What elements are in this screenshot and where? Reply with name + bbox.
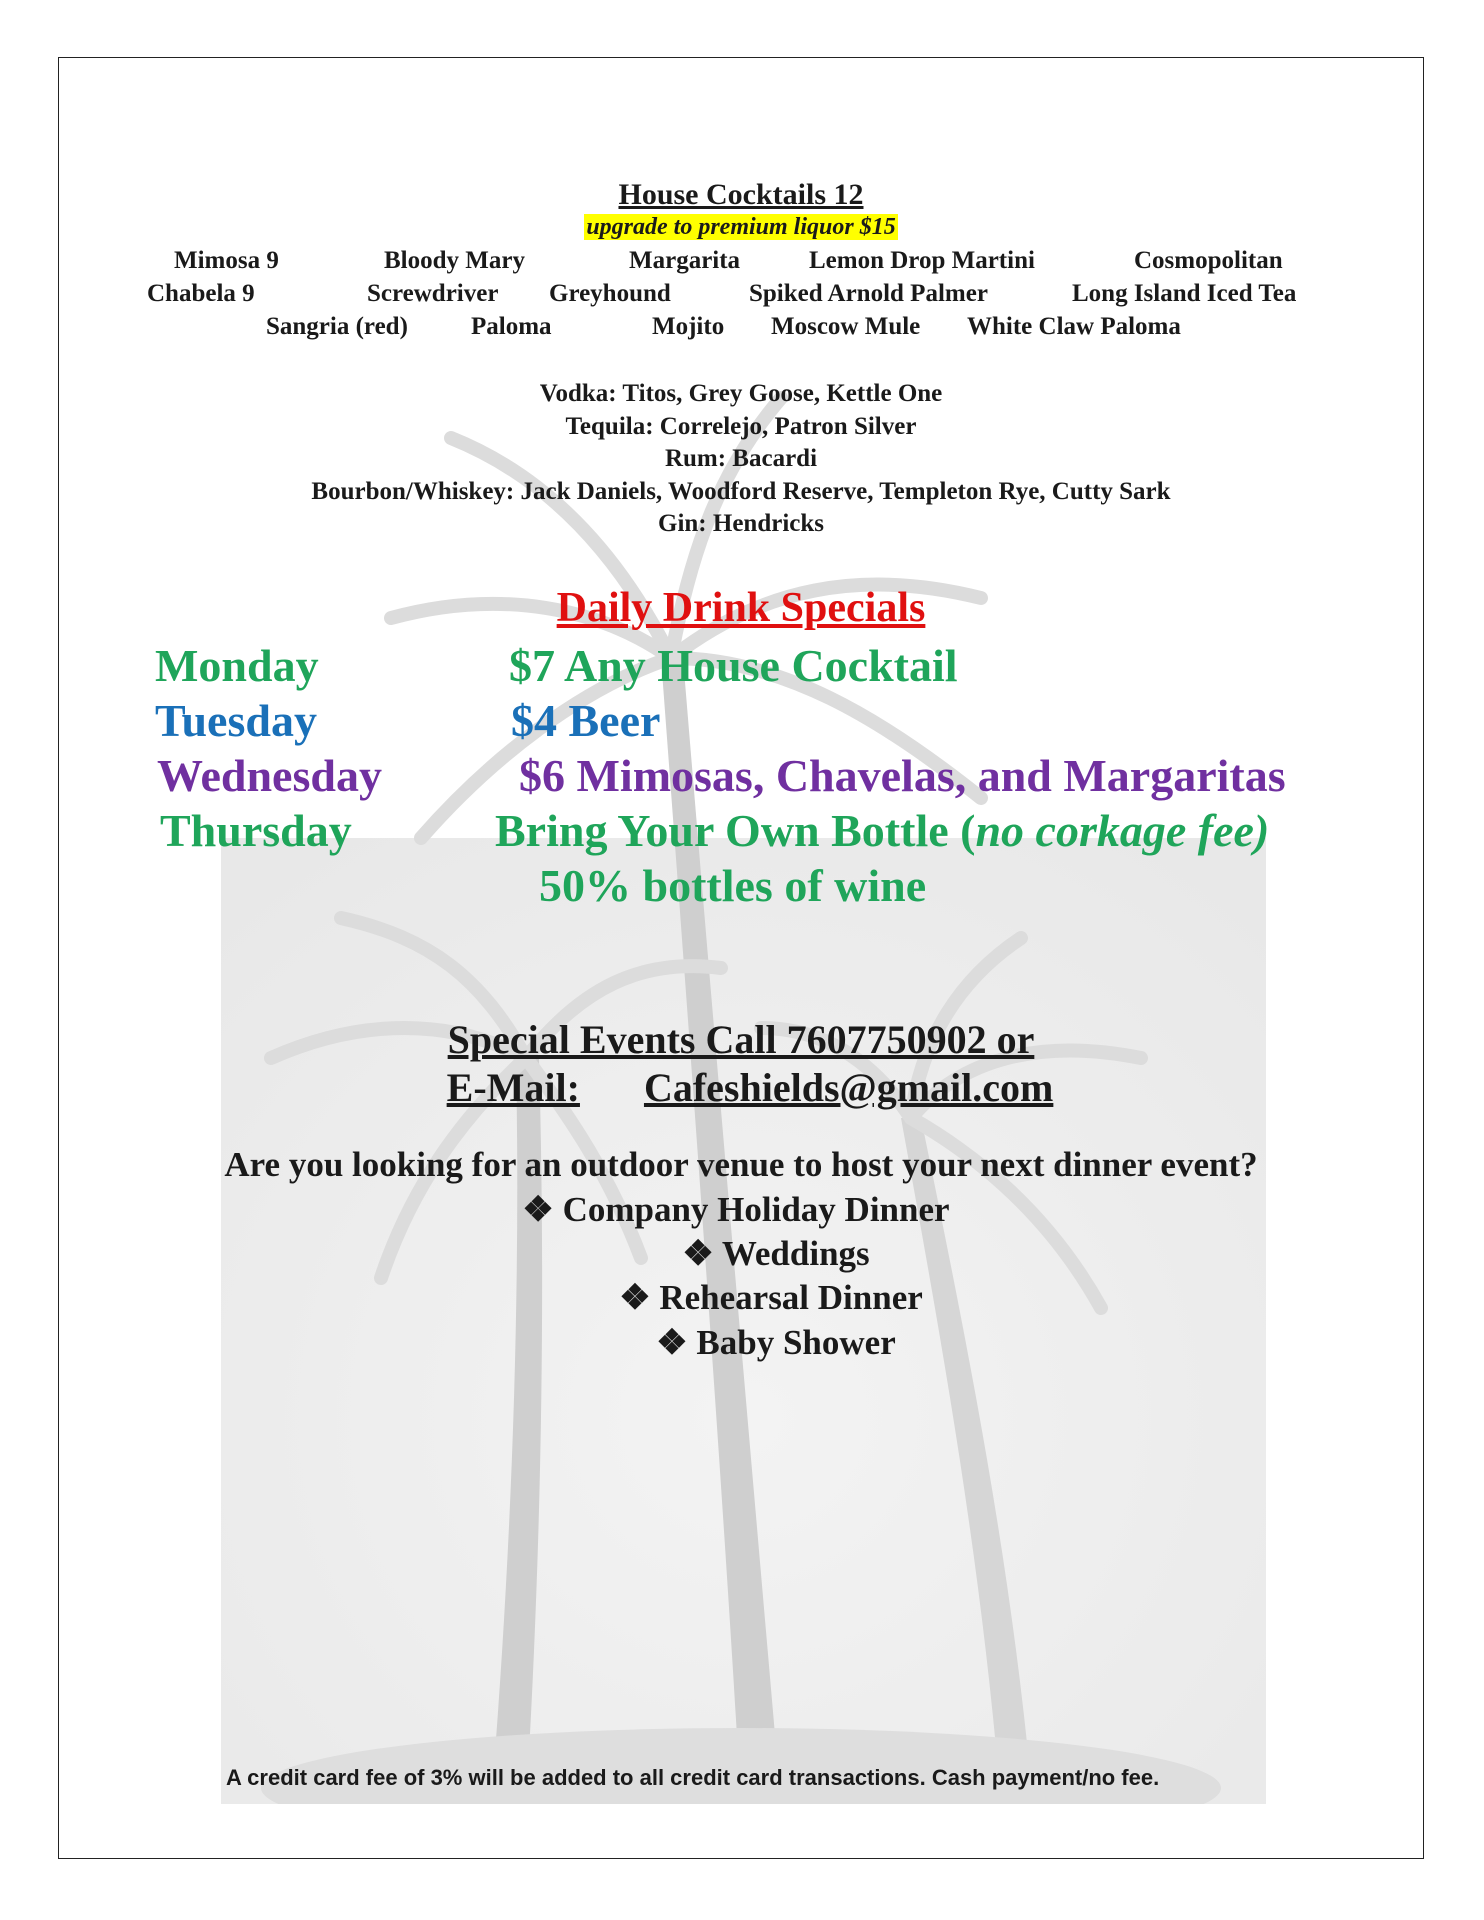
- diamond-bullet-icon: ❖: [619, 1278, 651, 1317]
- event-item: ❖ Weddings: [682, 1234, 870, 1273]
- diamond-bullet-icon: ❖: [656, 1323, 688, 1362]
- cocktail-item: Mimosa 9: [174, 247, 279, 274]
- cocktail-item: Cosmopolitan: [1134, 247, 1283, 274]
- cocktails-title: House Cocktails 12: [618, 178, 864, 211]
- deal-thursday-text: Bring Your Own Bottle (: [495, 805, 976, 856]
- deal-monday: $7 Any House Cocktail: [509, 640, 958, 691]
- diamond-bullet-icon: ❖: [682, 1234, 714, 1273]
- deal-thursday-italic: no corkage fee): [975, 805, 1270, 856]
- events-email-line: [59, 1064, 1423, 1111]
- credit-card-footer: A credit card fee of 3% will be added to all credit card transactions. Cash payment/no fee.: [226, 1765, 1160, 1790]
- day-monday: Monday: [155, 640, 319, 691]
- upgrade-note: upgrade to premium liquor $15: [586, 214, 896, 240]
- cocktail-item: Long Island Iced Tea: [1072, 280, 1297, 307]
- day-wednesday: Wednesday: [157, 750, 382, 801]
- deal-wednesday: $6 Mimosas, Chavelas, and Margaritas: [519, 750, 1286, 801]
- event-item: ❖ Company Holiday Dinner: [522, 1190, 950, 1229]
- diamond-bullet-icon: ❖: [522, 1190, 554, 1229]
- cocktail-item: Bloody Mary: [384, 247, 525, 274]
- liquor-line: Rum: Bacardi: [664, 445, 818, 472]
- cocktail-item: Sangria (red): [266, 313, 408, 340]
- upgrade-note-container: [59, 214, 1423, 241]
- deal-tuesday: $4 Beer: [511, 695, 661, 746]
- cocktail-item: Screwdriver: [367, 280, 499, 307]
- cocktail-item: Chabela 9: [147, 280, 255, 307]
- liquor-line: Bourbon/Whiskey: Jack Daniels, Woodford Reserve, Templeton Rye, Cutty Sark: [311, 478, 1171, 505]
- liquor-line: Tequila: Correlejo, Patron Silver: [565, 413, 917, 440]
- day-tuesday: Tuesday: [155, 695, 317, 746]
- day-thursday: Thursday: [160, 805, 352, 856]
- events-call-line: Special Events Call 7607750902 or: [447, 1017, 1035, 1062]
- cocktail-item: Spiked Arnold Palmer: [749, 280, 988, 307]
- cocktail-item: Greyhound: [549, 280, 671, 307]
- cocktail-item: White Claw Paloma: [967, 313, 1181, 340]
- liquor-line: Gin: Hendricks: [658, 510, 824, 537]
- cocktail-item: Lemon Drop Martini: [809, 247, 1035, 274]
- cocktail-item: Moscow Mule: [771, 313, 921, 340]
- email-label: E-Mail:: [446, 1065, 580, 1110]
- venue-question: Are you looking for an outdoor venue to host your next dinner event?: [224, 1145, 1258, 1184]
- event-item: ❖ Rehearsal Dinner: [619, 1278, 923, 1317]
- liquor-line: Vodka: Titos, Grey Goose, Kettle One: [539, 380, 943, 407]
- cocktail-item: Paloma: [471, 313, 552, 340]
- cocktail-item: Margarita: [629, 247, 741, 274]
- deal-thursday: [495, 804, 1269, 857]
- specials-title: Daily Drink Specials: [556, 585, 926, 631]
- page-frame: [58, 57, 1424, 1859]
- event-item: ❖ Baby Shower: [656, 1323, 896, 1362]
- cocktail-item: Mojito: [652, 313, 725, 340]
- email-link[interactable]: Cafeshields@gmail.com: [643, 1065, 1054, 1110]
- menu-content: [59, 58, 1423, 1858]
- deal-thursday-wine: 50% bottles of wine: [539, 860, 927, 911]
